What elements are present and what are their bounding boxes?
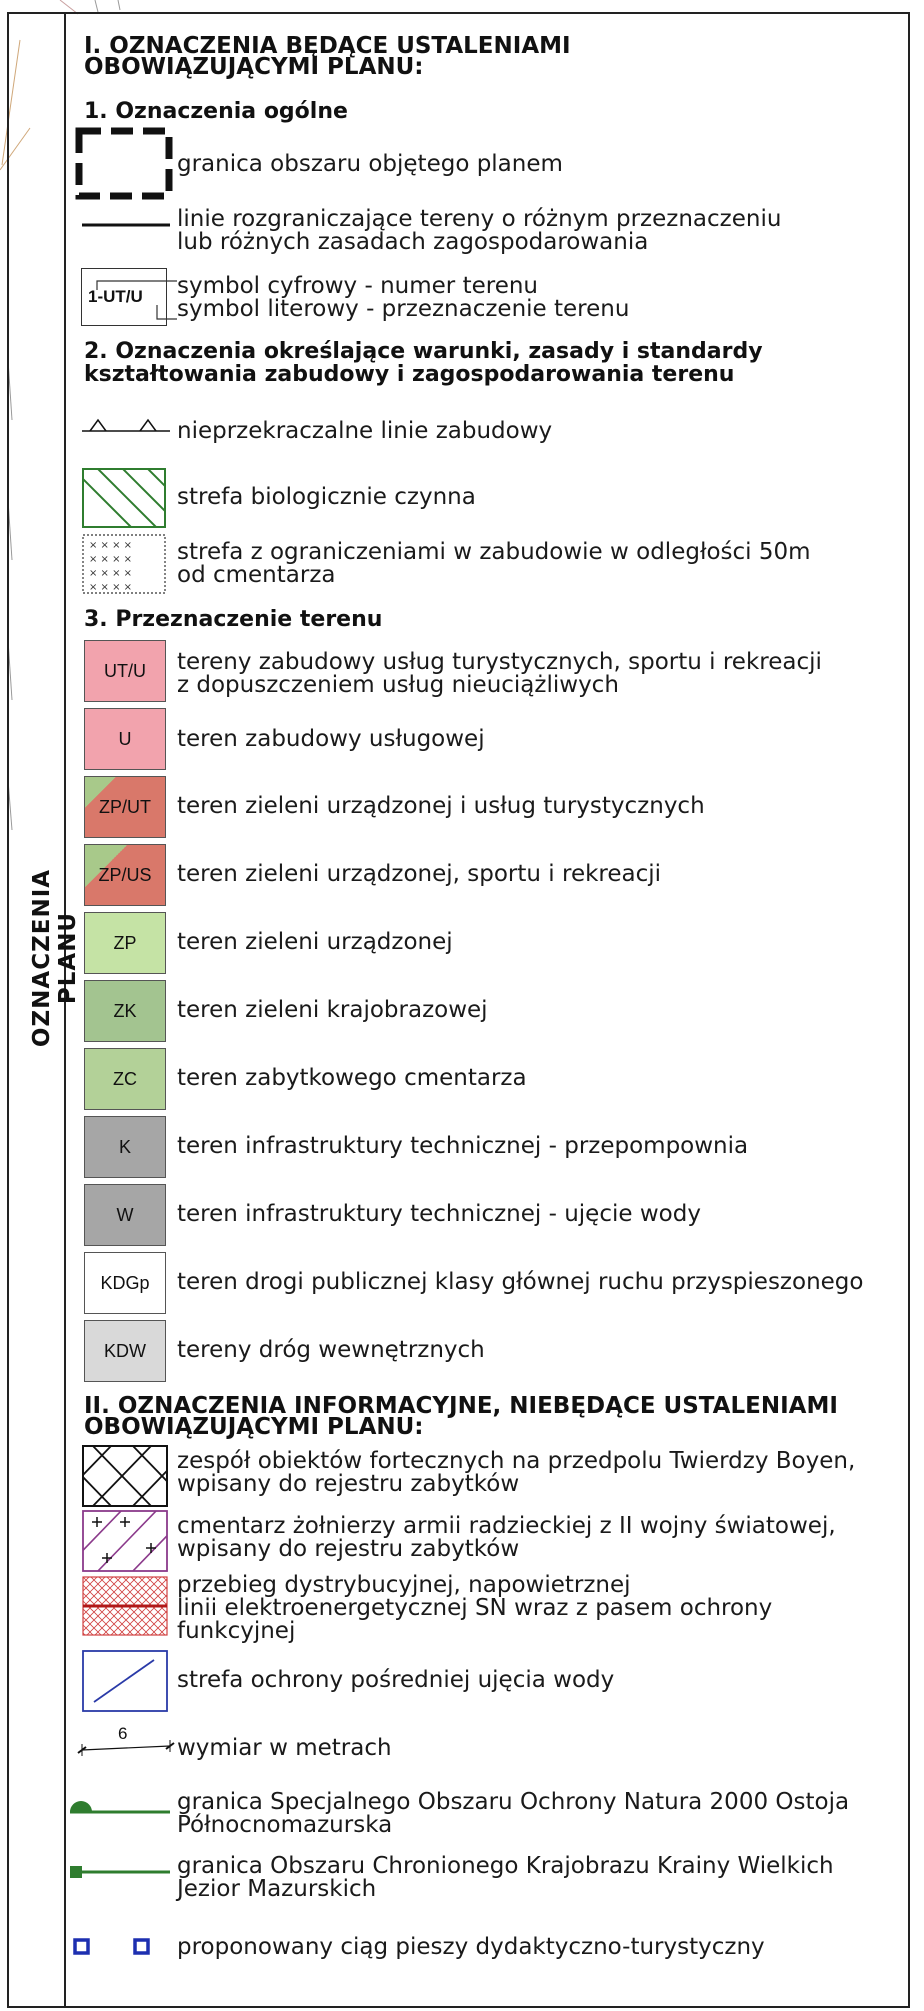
legend-text: teren zieleni krajobrazowej bbox=[177, 997, 488, 1023]
legend-text: strefa ochrony pośredniej ujęcia wody bbox=[177, 1667, 615, 1693]
section1-title-line1: I. OZNACZENIA BĘDĄCE USTALENIAMI bbox=[84, 33, 571, 59]
landuse-swatch-k: K bbox=[84, 1116, 166, 1178]
legend-text: granica Obszaru Chronionego Krajobrazu Krainy Wielkich bbox=[177, 1853, 834, 1879]
legend-text: z dopuszczeniem usług nieuciążliwych bbox=[177, 672, 619, 698]
legend-side-title: OZNACZENIA PLANU bbox=[29, 868, 81, 1048]
legend-text: nieprzekraczalne linie zabudowy bbox=[177, 418, 553, 444]
legend-text: teren zabytkowego cmentarza bbox=[177, 1065, 527, 1091]
section2-title-line2: OBOWIĄZUJĄCYMI PLANU: bbox=[84, 1414, 424, 1440]
legend-text: wpisany do rejestru zabytków bbox=[177, 1471, 520, 1497]
section2-title-line1: II. OZNACZENIA INFORMACYJNE, NIEBĘDĄCE USTALENIAMI bbox=[84, 1393, 838, 1419]
legend-text: zespół obiektów fortecznych na przedpolu Twierdzy Boyen, bbox=[177, 1448, 856, 1474]
legend-text: tereny dróg wewnętrznych bbox=[177, 1337, 485, 1363]
water-protection-zone-icon bbox=[82, 1650, 168, 1712]
natura-2000-boundary-icon bbox=[64, 1792, 174, 1822]
legend-text: przebieg dystrybucyjnej, napowietrznej bbox=[177, 1572, 631, 1598]
legend-text: tereny zabudowy usług turystycznych, sportu i rekreacji bbox=[177, 649, 822, 675]
landuse-swatch-zk: ZK bbox=[84, 980, 166, 1042]
sub1-title: 1. Oznaczenia ogólne bbox=[84, 99, 348, 124]
protected-landscape-boundary-icon bbox=[64, 1860, 174, 1884]
legend-text: symbol literowy - przeznaczenie terenu bbox=[177, 296, 630, 322]
legend-text: proponowany ciąg pieszy dydaktyczno-turystyczny bbox=[177, 1934, 765, 1960]
legend-text: teren zieleni urządzonej bbox=[177, 929, 453, 955]
sub2-title-line1: 2. Oznaczenia określające warunki, zasady i standardy bbox=[84, 339, 763, 364]
legend-text: linie rozgraniczające tereny o różnym przeznaczeniu bbox=[177, 206, 782, 232]
legend-text: teren zabudowy usługowej bbox=[177, 726, 485, 752]
legend-text: strefa biologicznie czynna bbox=[177, 484, 476, 510]
legend-text: Jezior Mazurskich bbox=[177, 1876, 377, 1902]
legend-text: cmentarz żołnierzy armii radzieckiej z II wojny światowej, bbox=[177, 1513, 836, 1539]
legend-text: Północnomazurska bbox=[177, 1812, 393, 1838]
sub2-title-line2: kształtowania zabudowy i zagospodarowania terenu bbox=[84, 362, 735, 387]
dimension-value: 6 bbox=[118, 1724, 128, 1743]
building-line-icon bbox=[80, 416, 172, 436]
section1-title-line2: OBOWIĄZUJĄCYMI PLANU: bbox=[84, 54, 424, 80]
landuse-swatch-zp: ZP bbox=[84, 912, 166, 974]
fortress-complex-icon bbox=[82, 1445, 168, 1507]
legend-text: teren infrastruktury technicznej - ujęcie wody bbox=[177, 1201, 701, 1227]
landuse-swatch-ut-u: UT/U bbox=[84, 640, 166, 702]
landuse-swatch-zp-ut: ZP/UT bbox=[84, 776, 166, 838]
landuse-swatch-u: U bbox=[84, 708, 166, 770]
landuse-swatch-w: W bbox=[84, 1184, 166, 1246]
legend-text: wymiar w metrach bbox=[177, 1735, 392, 1761]
legend-text: teren zieleni urządzonej i usług turystycznych bbox=[177, 793, 705, 819]
svg-text:× × × ×: × × × × bbox=[89, 568, 133, 579]
landuse-swatch-zc: ZC bbox=[84, 1048, 166, 1110]
legend-text: od cmentarza bbox=[177, 562, 336, 588]
legend-text: lub różnych zasadach zagospodarowania bbox=[177, 229, 649, 255]
power-line-zone-icon bbox=[82, 1576, 168, 1636]
legend-text: linii elektroenergetycznej SN wraz z pasem ochrony bbox=[177, 1595, 773, 1621]
legend-text: strefa z ograniczeniami w zabudowie w odległości 50m bbox=[177, 539, 811, 565]
legend-text: wpisany do rejestru zabytków bbox=[177, 1536, 520, 1562]
symbol-example-label: 1-UT/U bbox=[88, 287, 143, 306]
boundary-line-icon bbox=[80, 220, 172, 230]
legend-text: teren zieleni urządzonej, sportu i rekreacji bbox=[177, 861, 662, 887]
legend-text: teren drogi publicznej klasy głównej ruchu przyspieszonego bbox=[177, 1269, 864, 1295]
pedestrian-route-icon bbox=[70, 1936, 160, 1958]
legend-text: teren infrastruktury technicznej - przepompownia bbox=[177, 1133, 749, 1159]
svg-text:× × × ×: × × × × bbox=[89, 554, 133, 565]
war-cemetery-icon bbox=[82, 1510, 168, 1572]
legend-text: granica Specjalnego Obszaru Ochrony Natura 2000 Ostoja bbox=[177, 1789, 850, 1815]
legend-text: symbol cyfrowy - numer terenu bbox=[177, 273, 538, 299]
sub3-title: 3. Przeznaczenie terenu bbox=[84, 607, 383, 632]
landuse-swatch-zp-us: ZP/US bbox=[84, 844, 166, 906]
svg-text:× × × ×: × × × × bbox=[89, 582, 133, 593]
cemetery-restriction-zone-icon bbox=[82, 534, 166, 594]
landuse-swatch-kdw: KDW bbox=[84, 1320, 166, 1382]
legend-text: granica obszaru objętego planem bbox=[177, 151, 563, 177]
svg-text:× × × ×: × × × × bbox=[89, 540, 133, 551]
biologically-active-zone-icon bbox=[82, 468, 166, 528]
symbol-pointer-lines bbox=[95, 275, 180, 325]
legend-text: funkcyjnej bbox=[177, 1618, 296, 1644]
landuse-swatch-kdgp: KDGp bbox=[84, 1252, 166, 1314]
plan-boundary-icon bbox=[74, 126, 174, 202]
